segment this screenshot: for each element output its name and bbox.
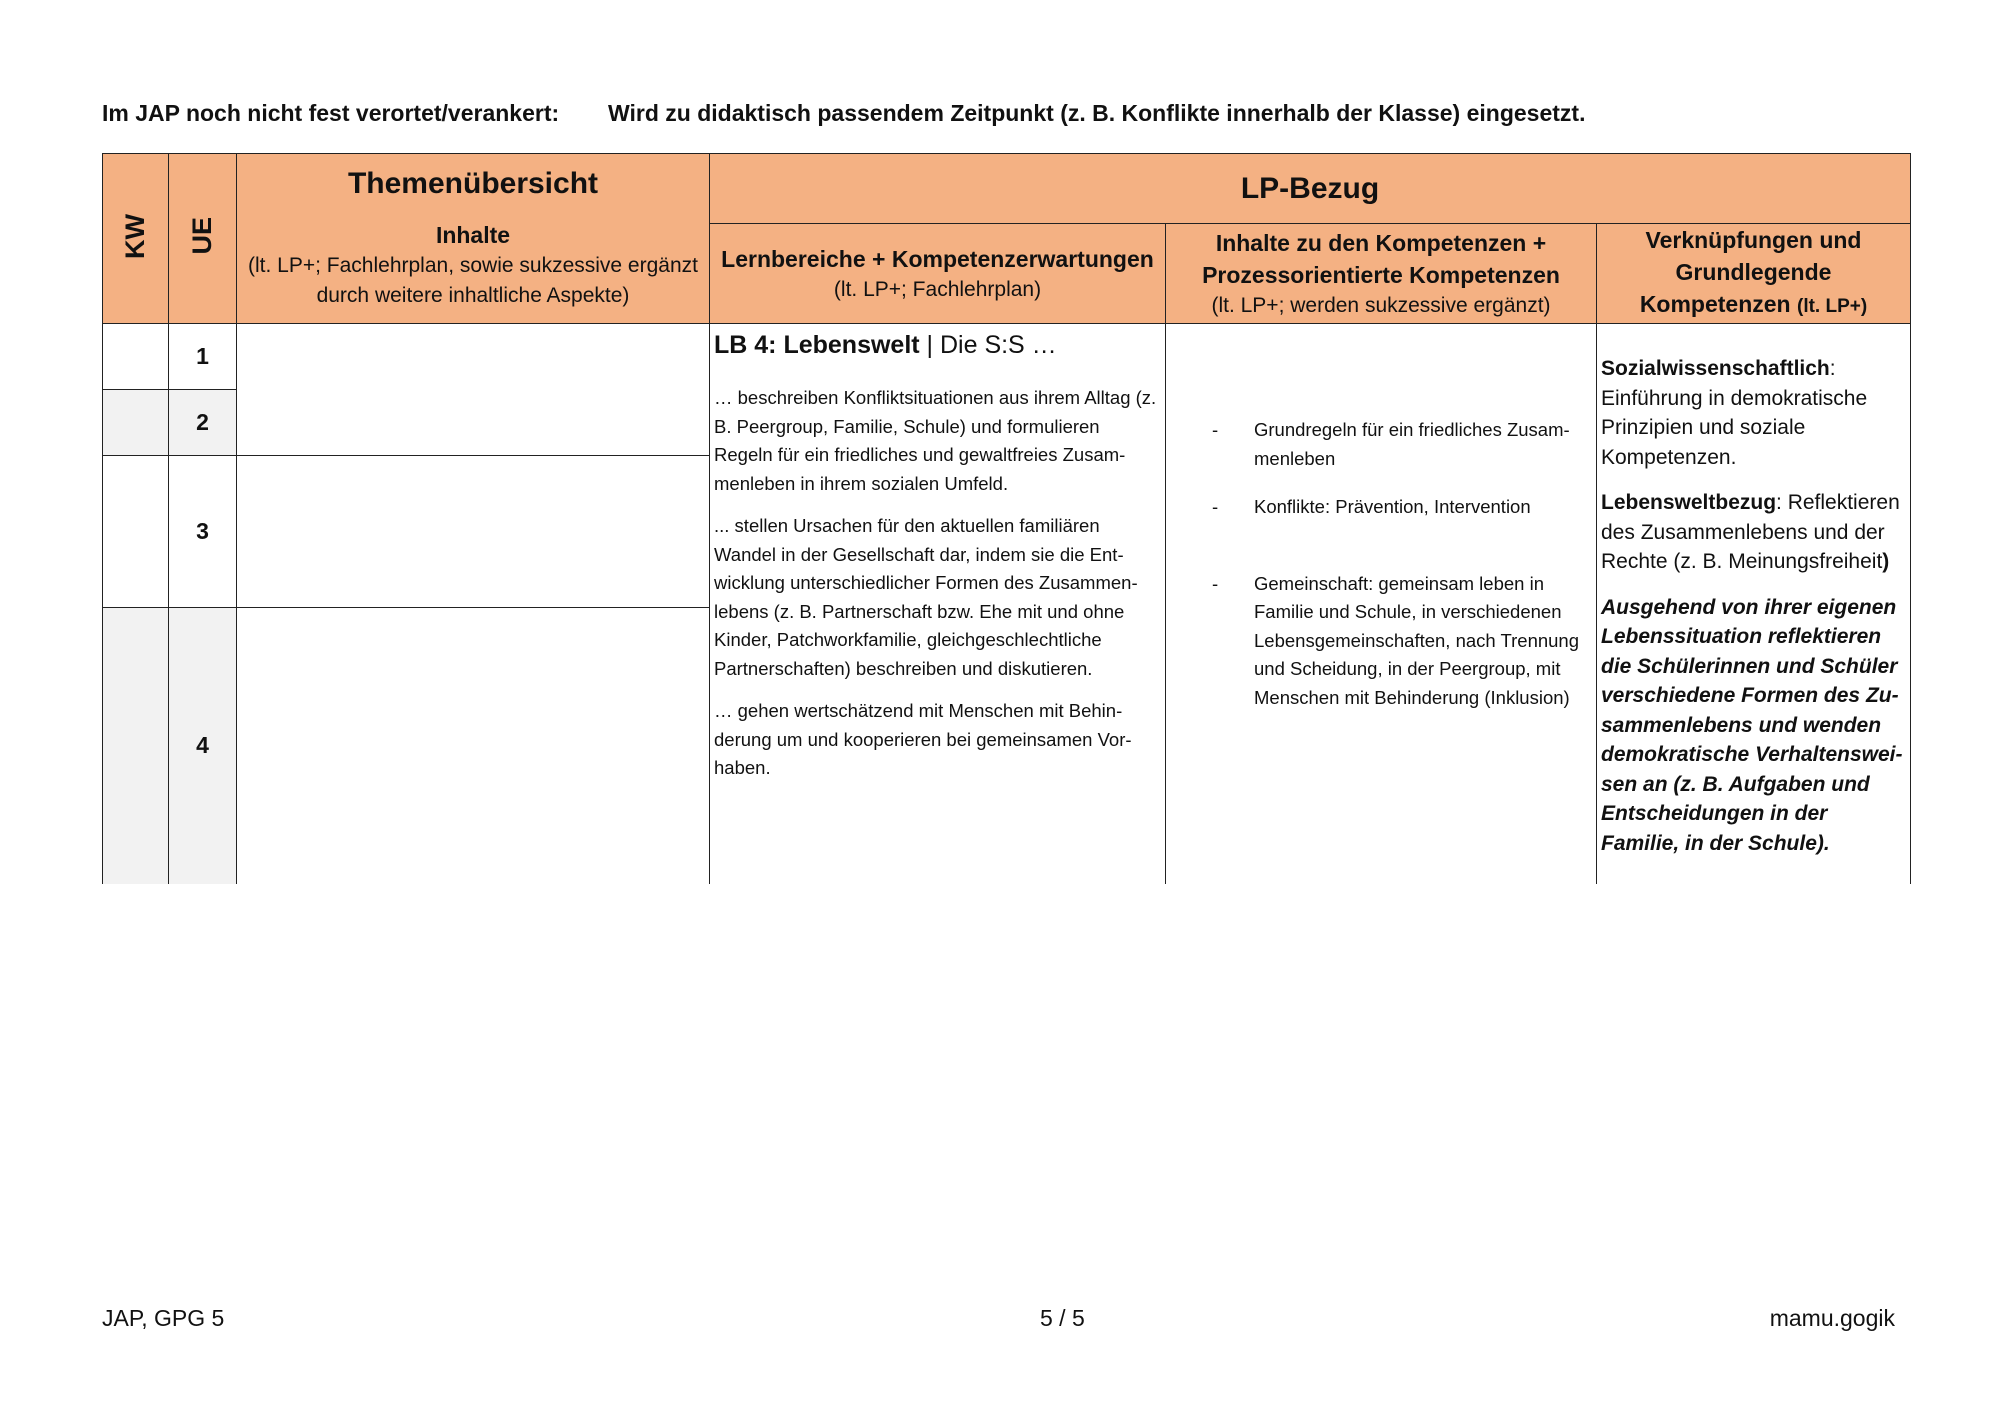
ue-cell-1 (169, 324, 237, 390)
lb-competence-1: … beschreiben Konfliktsituationen aus ihrem Alltag (z. B. Peergroup, Familie, Schule) und formulieren Regeln für ein friedliches und gewaltfreies Zusammenleben in ihrem sozialen Umfeld. (714, 387, 1157, 494)
ue-cell-3 (169, 456, 237, 608)
planning-table (102, 153, 1911, 884)
lernbereiche-title: Lernbereiche + Kompetenzerwartungen (721, 245, 1154, 272)
page-intro-line (102, 100, 1922, 127)
ue-cell-2 (169, 390, 237, 456)
kw-cell-1 (103, 324, 169, 390)
verkn-title-2: Grundlegende (1675, 259, 1832, 285)
themen-cell-4 (237, 608, 710, 884)
lernbereich-cell (710, 324, 1166, 884)
kw-cell-4 (103, 608, 169, 884)
header-lernbereiche (710, 224, 1166, 324)
themen-cell-1 (237, 324, 710, 456)
header-kw: KW (103, 154, 169, 324)
verkn-lebensweltbezug: Lebensweltbezug: Reflektieren des Zusammenlebens und der Rechte (z. B. Meinungsfreiheit) (1601, 491, 1900, 573)
themen-cell-3 (237, 456, 710, 608)
header-ue: UE (169, 154, 237, 324)
kw-cell-2 (103, 390, 169, 456)
inhalt-item: - Gemeinschaft: gemeinsam leben in Familie und Schule, in verschiedenen Lebensgemeinschaften, nach Trennung und Scheidung, in der Peergroup, mit Menschen mit Behinderung (Inklusion) (1212, 572, 1580, 708)
intro-value: Wird zu didaktisch passendem Zeitpunkt (z. B. Konflikte innerhalb der Klasse) eingesetzt. (608, 100, 1586, 126)
verkn-title-3: Kompetenzen (lt. LP+) (1639, 291, 1868, 317)
header-lp-bezug: LP-Bezug (710, 154, 1911, 224)
footer-right: mamu.gogik (1769, 1305, 1895, 1331)
inhalt-item: - Konflikte: Prävention, Intervention (1212, 496, 1531, 517)
header-inhalte-kompetenzen (1166, 224, 1597, 324)
themen-note-1: (lt. LP+; Fachlehrplan, sowie sukzessive ergänzt (248, 253, 698, 277)
inhalte-note: (lt. LP+; werden sukzessive ergänzt) (1211, 293, 1551, 317)
lb-competence-2: ... stellen Ursachen für den aktuellen familiären Wandel in der Gesellschaft dar, indem sie die Entwicklung unterschiedlicher Formen des Zusammenlebens (z. B. Partnerschaft bzw. Ehe mit und ohne Kinder, Patchworkfamilie, gleichgeschlechtliche Partnerschaften) beschreiben und diskutieren. (714, 515, 1138, 679)
ue-number: 3 (196, 518, 209, 544)
intro-label: Im JAP noch nicht fest verortet/verankert: (102, 100, 560, 126)
lb-heading: LB 4: Lebenswelt | Die S:S … (714, 331, 1057, 359)
verkn-title-1: Verknüpfungen und (1645, 227, 1862, 253)
ue-number: 1 (196, 343, 209, 369)
inhalte-cell (1166, 324, 1597, 884)
ue-number: 4 (196, 732, 209, 759)
verknuepfungen-cell (1597, 324, 1911, 884)
inhalte-title-1: Inhalte zu den Kompetenzen + (1215, 229, 1547, 256)
ue-number: 2 (196, 409, 209, 435)
header-verknuepfungen (1597, 224, 1911, 324)
footer-left: JAP, GPG 5 (102, 1305, 225, 1331)
inhalte-title-2: Prozessorientierte Kompetenzen (1202, 261, 1560, 288)
verkn-ausgehend: Ausgehend von ihrer eigenen Lebenssituation reflektieren die Schülerinnen und Schüler verschiedene Formen des Zusammenlebens und wenden demokratische Verhaltensweisen an (z. B. Aufgaben und Entscheidungen in der Familie, in der Schule). (1601, 595, 1903, 855)
lernbereiche-note: (lt. LP+; Fachlehrplan) (833, 277, 1042, 301)
themen-subtitle: Inhalte (435, 221, 511, 248)
themen-title: Themenübersicht (347, 166, 599, 200)
footer-page-number: 5 / 5 (1040, 1305, 1085, 1331)
inhalt-item: - Grundregeln für ein friedliches Zusammenleben (1212, 419, 1570, 469)
verkn-sozialwiss: Sozialwissenschaftlich: Einführung in demokratische Prinzipien und soziale Kompetenzen. (1601, 357, 1868, 469)
header-themenuebersicht (237, 154, 710, 324)
lb-competence-3: … gehen wertschätzend mit Menschen mit Behinderung um und kooperieren bei gemeinsamen Vorhaben. (714, 700, 1132, 778)
kw-cell-3 (103, 456, 169, 608)
ue-cell-4 (169, 608, 237, 884)
themen-note-2: durch weitere inhaltliche Aspekte) (316, 283, 630, 307)
